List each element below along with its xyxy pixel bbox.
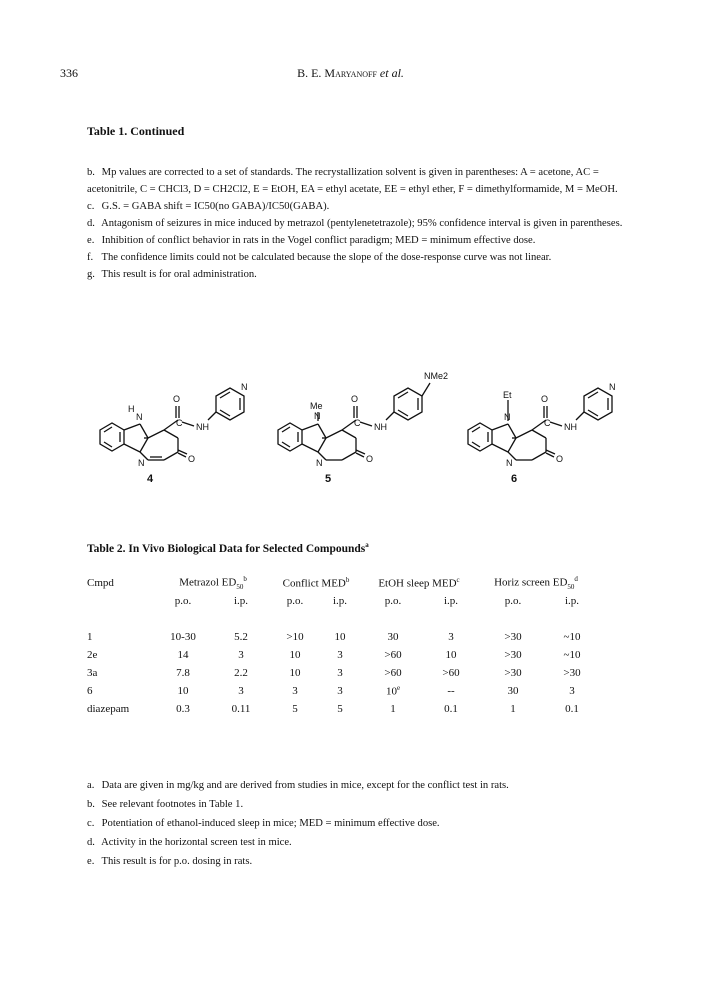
table-row (87, 682, 595, 700)
s4-o-ring: O (188, 454, 196, 464)
note-text: This result is for oral administration. (101, 269, 257, 280)
running-header-author-sc: aryanoff (335, 66, 377, 80)
value-cell: ~10 (563, 631, 581, 643)
table1-note-b (87, 164, 632, 198)
value-cell: 0.1 (565, 703, 579, 715)
note-label: d. (87, 218, 95, 229)
table2-footnotes (87, 776, 632, 871)
value-cell: 5 (292, 703, 298, 715)
note-text: Inhibition of conflict behavior in rats in the Vogel conflict paradigm; MED = minimum effective dose. (101, 235, 536, 246)
header-horiz: Horiz screen $ED_{50}^d$ (494, 575, 578, 591)
note-text: Mp values are corrected to a set of standards. The recrystallization solvent is given in parentheses: A = acetone, AC = acetonitrile, C = CHCl3, D = CH2Cl2, E = EtOH, EA = ethyl acetate, EE = ethyl ether, F = dimethylformamide, M = MeOH. (87, 167, 618, 195)
table2-note-e: e. This result is for p.o. dosing in rats. (87, 856, 253, 867)
s6-n-pyr: N (609, 382, 616, 392)
compound-number-4: 4 (147, 473, 154, 485)
note-label: b. (87, 167, 95, 178)
s4-c: C (176, 418, 183, 428)
value-cell: 3 (569, 685, 575, 697)
s5-nh: NH (374, 422, 387, 432)
value-cell: >10 (286, 631, 304, 643)
value-cell: 0.1 (444, 703, 458, 715)
table2-note-c: c. Potentiation of ethanol-induced sleep in mice; MED = minimum effective dose. (87, 818, 440, 829)
header-etoh: EtOH sleep MED$^c$ (378, 576, 460, 590)
value-cell: 5.2 (234, 631, 248, 643)
value-cell: 14 (177, 649, 189, 661)
subheader-cell: p.o. (504, 595, 522, 607)
s5-me: Me (310, 401, 323, 411)
subheader-cell: i.p. (332, 595, 348, 607)
value-cell: 3 (292, 685, 298, 697)
s5-n-bottom: N (316, 458, 323, 468)
s5-c: C (354, 418, 361, 428)
table2-subheader-row (87, 592, 595, 610)
table1-title: Table 1. Continued (87, 124, 185, 138)
table2-note-d: d. Activity in the horizontal screen test in mice. (87, 837, 292, 848)
value-cell: 10e (385, 684, 401, 698)
compound-number-5: 5 (325, 473, 332, 485)
value-cell: >30 (563, 667, 581, 679)
value-cell: 3 (337, 667, 343, 679)
header-metrazol: Metrazol $ED_{50}^b$ (179, 575, 247, 591)
value-cell: 10-30 (170, 631, 196, 643)
note-label: g. (87, 269, 95, 280)
subheader-cell: i.p. (233, 595, 249, 607)
structure-6 (448, 360, 638, 480)
value-cell: 10 (289, 649, 301, 661)
cmpd-cell: 2e (87, 649, 98, 661)
page-number: 336 (60, 66, 78, 80)
table-row (87, 628, 595, 646)
value-cell: -- (447, 685, 455, 697)
value-cell: 2.2 (234, 667, 248, 679)
table-row (87, 664, 595, 682)
value-cell: 30 (507, 685, 519, 697)
s6-n-bottom: N (506, 458, 513, 468)
running-header-author: B. E. M (297, 66, 336, 80)
header-cmpd: Cmpd (87, 577, 114, 589)
s6-c: C (544, 418, 551, 428)
value-cell: 3 (238, 685, 244, 697)
table2-title (87, 541, 369, 555)
note-label: f. (87, 252, 94, 263)
s5-o-ring: O (366, 454, 374, 464)
value-cell: 3 (337, 649, 343, 661)
value-cell: 30 (387, 631, 399, 643)
table-row (87, 646, 595, 664)
running-header-etal: et al. (376, 66, 404, 80)
value-cell: >60 (384, 667, 402, 679)
value-cell: 10 (177, 685, 189, 697)
s6-n-top: N (504, 412, 511, 422)
value-cell: 1 (510, 703, 516, 715)
s5-nme2: NMe2 (424, 371, 449, 381)
s5-n-top: N (314, 411, 321, 421)
value-cell: 1 (390, 703, 396, 715)
table1-note-c (87, 198, 632, 215)
note-label: e. (87, 235, 95, 246)
table1-note-d (87, 215, 632, 232)
table2-note-a: a. Data are given in mg/kg and are derived from studies in mice, except for the conflict test in rats. (87, 780, 509, 791)
s5-o-top: O (351, 394, 359, 404)
cmpd-cell: diazepam (87, 703, 130, 715)
value-cell: ~10 (563, 649, 581, 661)
cmpd-cell: 3a (87, 667, 98, 679)
table1-note-f (87, 249, 632, 266)
value-cell: 10 (445, 649, 457, 661)
structure-5 (258, 355, 458, 480)
cmpd-cell: 6 (87, 685, 93, 697)
header-conflict: Conflict MED$^b$ (282, 576, 350, 590)
s6-o-ring: O (556, 454, 564, 464)
s4-o-top: O (173, 394, 181, 404)
table1-footnotes (87, 164, 632, 283)
note-label: c. (87, 201, 95, 212)
s4-nh: NH (196, 422, 209, 432)
value-cell: 7.8 (176, 667, 190, 679)
subheader-cell: i.p. (443, 595, 459, 607)
s6-o-top: O (541, 394, 549, 404)
note-text: G.S. = GABA shift = IC50(no GABA)/IC50(GABA). (101, 201, 330, 212)
table1-note-e (87, 232, 632, 249)
s4-n-pyr: N (241, 382, 248, 392)
table2-title-sup: a (365, 541, 369, 549)
subheader-cell: p.o. (286, 595, 304, 607)
table2-header-row (87, 574, 595, 592)
value-cell: 0.11 (231, 703, 251, 715)
value-cell: 10 (289, 667, 301, 679)
value-cell: 3 (448, 631, 454, 643)
value-cell: >60 (384, 649, 402, 661)
s4-n-top: N (136, 412, 143, 422)
table2-note-b: b. See relevant footnotes in Table 1. (87, 799, 244, 810)
value-cell: >30 (504, 667, 522, 679)
subheader-cell: i.p. (564, 595, 580, 607)
table-row (87, 700, 595, 718)
cmpd-cell: 1 (87, 631, 93, 643)
value-cell: 0.3 (176, 703, 190, 715)
value-cell: >30 (504, 649, 522, 661)
s6-nh: NH (564, 422, 577, 432)
table2-title-text: Table 2. In Vivo Biological Data for Selected Compounds (87, 542, 366, 555)
s4-n-bottom: N (138, 458, 145, 468)
value-cell: >60 (442, 667, 460, 679)
structure-4 (80, 360, 260, 480)
value-cell: 3 (337, 685, 343, 697)
value-cell: 10 (334, 631, 346, 643)
note-text: The confidence limits could not be calculated because the slope of the dose-response curve was not linear. (101, 252, 552, 263)
value-cell: 3 (238, 649, 244, 661)
table2 (87, 574, 595, 718)
running-header (0, 66, 701, 81)
compound-number-6: 6 (511, 473, 518, 485)
value-cell: >30 (504, 631, 522, 643)
table1-note-g (87, 266, 632, 283)
subheader-cell: p.o. (174, 595, 192, 607)
subheader-cell: p.o. (384, 595, 402, 607)
value-cell: 5 (337, 703, 343, 715)
note-text: Antagonism of seizures in mice induced by metrazol (pentylenetetrazole); 95% confidence interval is given in parentheses. (101, 218, 623, 229)
s4-h: H (128, 404, 135, 414)
s6-et: Et (503, 390, 512, 400)
